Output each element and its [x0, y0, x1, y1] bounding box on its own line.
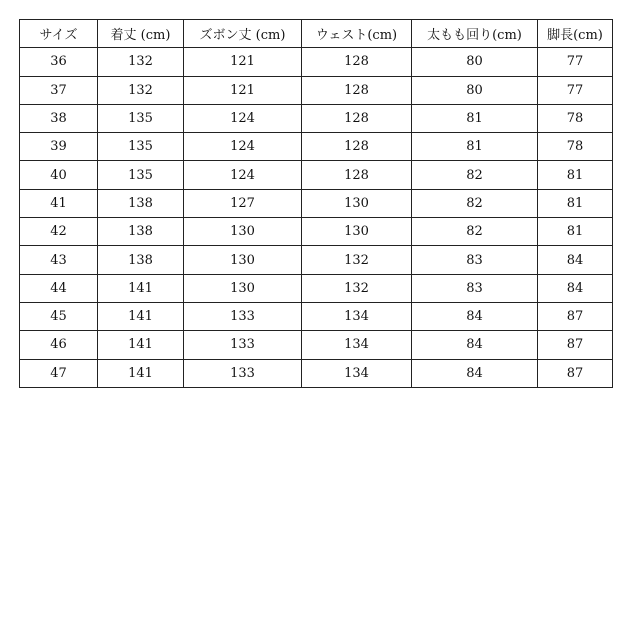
cell-waist: 134 — [302, 359, 412, 387]
cell-thigh: 81 — [412, 104, 538, 132]
cell-jacket-length: 138 — [98, 246, 184, 274]
cell-inseam: 78 — [538, 133, 613, 161]
header-waist: ウェスト(cm) — [302, 20, 412, 48]
cell-inseam: 78 — [538, 104, 613, 132]
cell-size: 36 — [20, 48, 98, 76]
cell-pants-length: 130 — [184, 274, 302, 302]
header-size: サイズ — [20, 20, 98, 48]
table-row — [20, 76, 613, 104]
cell-size: 46 — [20, 331, 98, 359]
cell-waist: 128 — [302, 104, 412, 132]
cell-jacket-length: 135 — [98, 133, 184, 161]
cell-size: 41 — [20, 189, 98, 217]
table-row — [20, 133, 613, 161]
table-row — [20, 104, 613, 132]
cell-jacket-length: 138 — [98, 189, 184, 217]
cell-thigh: 82 — [412, 161, 538, 189]
cell-thigh: 83 — [412, 246, 538, 274]
cell-inseam: 77 — [538, 76, 613, 104]
cell-pants-length: 124 — [184, 161, 302, 189]
cell-pants-length: 121 — [184, 48, 302, 76]
cell-pants-length: 124 — [184, 104, 302, 132]
cell-inseam: 81 — [538, 189, 613, 217]
cell-jacket-length: 135 — [98, 161, 184, 189]
cell-size: 43 — [20, 246, 98, 274]
cell-waist: 128 — [302, 133, 412, 161]
cell-thigh: 84 — [412, 331, 538, 359]
cell-jacket-length: 132 — [98, 48, 184, 76]
cell-inseam: 84 — [538, 246, 613, 274]
cell-size: 39 — [20, 133, 98, 161]
cell-inseam: 87 — [538, 359, 613, 387]
cell-size: 42 — [20, 218, 98, 246]
header-jacket-length: 着丈 (cm) — [98, 20, 184, 48]
cell-thigh: 82 — [412, 218, 538, 246]
cell-waist: 128 — [302, 48, 412, 76]
table-row — [20, 48, 613, 76]
cell-inseam: 87 — [538, 302, 613, 330]
cell-jacket-length: 141 — [98, 331, 184, 359]
table-header-row — [20, 20, 613, 48]
cell-thigh: 82 — [412, 189, 538, 217]
header-inseam: 脚長(cm) — [538, 20, 613, 48]
table-body — [20, 48, 613, 388]
table-row — [20, 331, 613, 359]
cell-thigh: 83 — [412, 274, 538, 302]
table-row — [20, 359, 613, 387]
cell-inseam: 81 — [538, 218, 613, 246]
cell-pants-length: 130 — [184, 246, 302, 274]
table-row — [20, 218, 613, 246]
cell-pants-length: 133 — [184, 359, 302, 387]
header-pants-length: ズボン丈 (cm) — [184, 20, 302, 48]
cell-pants-length: 130 — [184, 218, 302, 246]
cell-jacket-length: 132 — [98, 76, 184, 104]
cell-inseam: 87 — [538, 331, 613, 359]
cell-jacket-length: 141 — [98, 302, 184, 330]
table-row — [20, 302, 613, 330]
cell-thigh: 80 — [412, 76, 538, 104]
cell-jacket-length: 141 — [98, 274, 184, 302]
cell-size: 44 — [20, 274, 98, 302]
table-row — [20, 161, 613, 189]
cell-inseam: 81 — [538, 161, 613, 189]
cell-waist: 132 — [302, 274, 412, 302]
cell-thigh: 84 — [412, 359, 538, 387]
cell-size: 37 — [20, 76, 98, 104]
cell-inseam: 84 — [538, 274, 613, 302]
cell-waist: 128 — [302, 76, 412, 104]
cell-waist: 130 — [302, 218, 412, 246]
cell-pants-length: 127 — [184, 189, 302, 217]
cell-thigh: 84 — [412, 302, 538, 330]
cell-waist: 134 — [302, 331, 412, 359]
size-chart-table — [19, 19, 613, 388]
cell-waist: 128 — [302, 161, 412, 189]
cell-waist: 132 — [302, 246, 412, 274]
cell-size: 47 — [20, 359, 98, 387]
cell-pants-length: 124 — [184, 133, 302, 161]
cell-waist: 134 — [302, 302, 412, 330]
table-row — [20, 274, 613, 302]
cell-size: 40 — [20, 161, 98, 189]
cell-pants-length: 133 — [184, 331, 302, 359]
cell-jacket-length: 135 — [98, 104, 184, 132]
cell-size: 45 — [20, 302, 98, 330]
cell-thigh: 81 — [412, 133, 538, 161]
cell-pants-length: 121 — [184, 76, 302, 104]
cell-jacket-length: 138 — [98, 218, 184, 246]
cell-size: 38 — [20, 104, 98, 132]
table-row — [20, 246, 613, 274]
cell-pants-length: 133 — [184, 302, 302, 330]
table-row — [20, 189, 613, 217]
cell-thigh: 80 — [412, 48, 538, 76]
cell-inseam: 77 — [538, 48, 613, 76]
cell-jacket-length: 141 — [98, 359, 184, 387]
header-thigh: 太もも回り(cm) — [412, 20, 538, 48]
cell-waist: 130 — [302, 189, 412, 217]
